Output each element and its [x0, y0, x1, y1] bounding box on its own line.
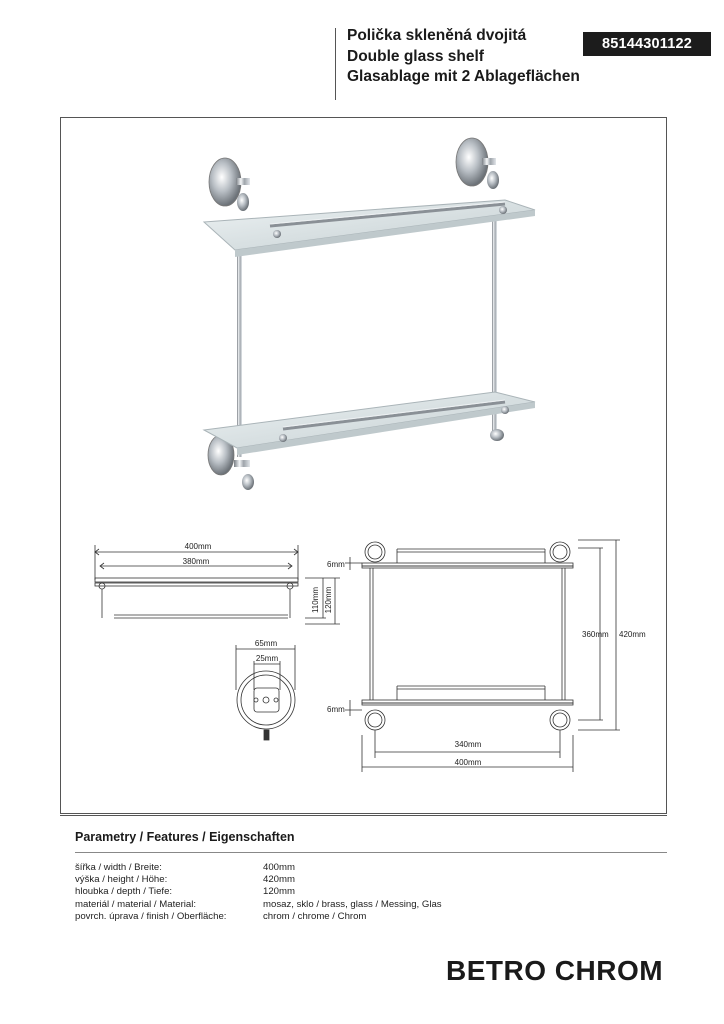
- dim-width-glass: 380mm: [182, 557, 210, 566]
- dim-total-width: 400mm: [454, 758, 482, 767]
- param-row: [75, 862, 442, 874]
- param-row: [75, 899, 442, 911]
- param-label: povrch. úprava / finish / Oberfläche:: [75, 910, 227, 922]
- param-label: šířka / width / Breite:: [75, 862, 162, 873]
- dim-top-gap: 6mm: [327, 560, 345, 569]
- param-value: mosaz, sklo / brass, glass / Messing, Glas: [263, 898, 442, 910]
- param-value: 420mm: [263, 874, 295, 886]
- product-photo: [204, 138, 535, 490]
- parameters-table: [75, 862, 442, 923]
- dim-inner-width: 340mm: [454, 740, 482, 749]
- dim-bottom-gap: 6mm: [327, 705, 345, 714]
- dim-depth-b: 120mm: [324, 586, 333, 614]
- dim-inner-height: 360mm: [582, 630, 609, 639]
- param-row: [75, 874, 442, 886]
- param-value: 400mm: [263, 862, 295, 873]
- parameters-title: Parametry / Features / Eigenschaften: [75, 830, 295, 844]
- title-czech: Polička skleněná dvojitá: [347, 27, 527, 44]
- front-view-drawing: [345, 540, 620, 772]
- title-english: Double glass shelf: [347, 47, 484, 65]
- param-row: [75, 886, 442, 898]
- param-label: materiál / material / Material:: [75, 898, 197, 910]
- dim-mount-inner: 25mm: [255, 654, 279, 663]
- param-row: [75, 911, 442, 923]
- param-value: 120mm: [263, 886, 295, 898]
- title-german: Glasablage mit 2 Ablageflächen: [347, 68, 580, 85]
- brand-name: BETRO CHROM: [446, 955, 664, 986]
- dim-width-total: 400mm: [184, 542, 212, 551]
- param-label: hloubka / depth / Tiefe:: [75, 886, 173, 898]
- param-label: výška / height / Höhe:: [75, 874, 168, 886]
- dim-total-height: 420mm: [619, 630, 646, 639]
- param-value: chrom / chrome / Chrom: [263, 910, 367, 922]
- side-view-drawing: [95, 545, 340, 624]
- parameters-rule: [75, 852, 667, 853]
- section-divider: [60, 815, 667, 816]
- dim-depth-a: 110mm: [311, 586, 320, 614]
- product-code-badge: 85144301122: [583, 32, 711, 56]
- dim-mount-outer: 65mm: [254, 639, 278, 648]
